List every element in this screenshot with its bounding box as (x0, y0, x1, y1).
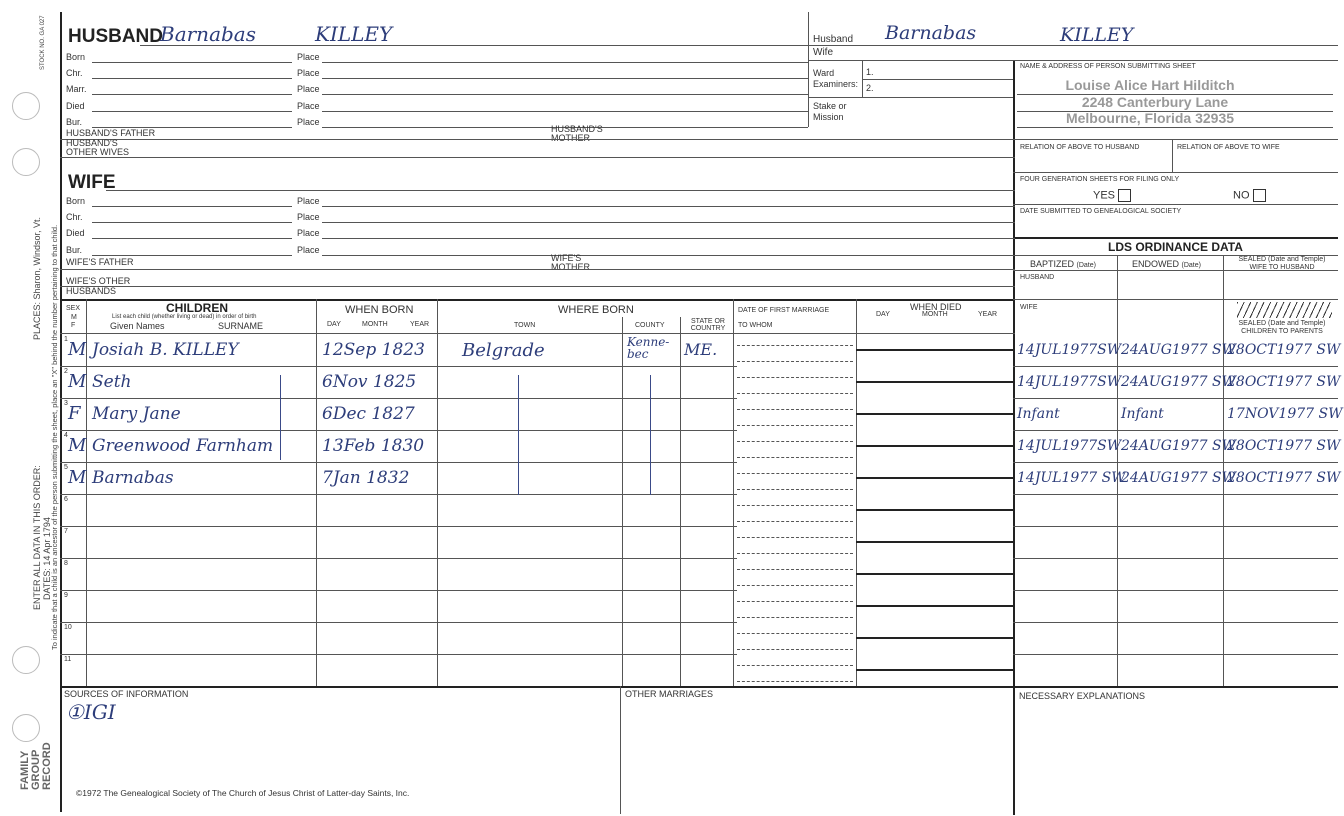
husband-other-wives-line (60, 157, 1015, 158)
wife-0-date-line (92, 206, 292, 207)
child-died-line (856, 605, 1013, 607)
child-lds-row-line (1013, 366, 1338, 367)
child-name[interactable]: Barnabas (92, 468, 174, 488)
wife-3-place-line (322, 255, 1015, 256)
relation-bottom-line (1013, 172, 1338, 173)
child-lds-row-line (1013, 430, 1338, 431)
child-marriage-line (737, 441, 853, 442)
husband-3-place-line (322, 111, 808, 112)
wife-2-place-line (322, 238, 1015, 239)
child-endowed[interactable]: 24AUG1977 SW (1121, 374, 1236, 390)
child-died-line (856, 573, 1013, 575)
lds-subheader-line (1013, 270, 1338, 271)
sources-label: SOURCES OF INFORMATION (64, 689, 189, 699)
child-marriage-line-2 (737, 649, 853, 650)
child-died-line (856, 509, 1013, 511)
wife-0-label: Born (66, 196, 86, 206)
child-name[interactable]: Mary Jane (92, 404, 181, 424)
child-baptized[interactable]: 14JUL1977SW (1017, 438, 1122, 454)
col-to-whom: TO WHOM (738, 322, 773, 329)
child-sex[interactable]: M (68, 467, 87, 488)
lds-baptized-label: BAPTIZED (1030, 259, 1075, 269)
child-lds-row-line (1013, 654, 1338, 655)
child-num: 4 (64, 432, 68, 439)
col-sex-m: M (71, 314, 77, 321)
husband-1-label: Chr. (66, 68, 83, 78)
child-died-line (856, 349, 1013, 351)
ward-exam-line (862, 79, 1013, 80)
husband-3-label: Died (66, 101, 85, 111)
ward-husband-first: Barnabas (885, 22, 977, 44)
child-baptized[interactable]: 14JUL1977SW (1017, 342, 1122, 358)
lds-top-line (1013, 237, 1338, 239)
child-marriage-line-2 (737, 681, 853, 682)
col-born-year: YEAR (410, 321, 430, 328)
child-county[interactable]: Kenne-bec (627, 335, 670, 361)
col-children-label: CHILDREN (166, 301, 228, 315)
child-sealed[interactable]: 28OCT1977 SW (1227, 470, 1341, 486)
husband-0-place-label: Place (297, 52, 320, 62)
relation-top-line (1013, 139, 1338, 140)
wife-other-husbands-label: WIFE'S OTHER HUSBANDS (66, 276, 131, 296)
child-died-line (856, 477, 1013, 479)
child-num: 2 (64, 368, 68, 375)
child-marriage-line (737, 377, 853, 378)
child-row-line (60, 398, 737, 399)
no-option[interactable] (1233, 189, 1266, 202)
husband-right-border (808, 12, 809, 127)
submitter-street: 2248 Canterbury Lane (1081, 94, 1229, 110)
child-num: 7 (64, 528, 68, 535)
lds-baptized (1030, 259, 1096, 269)
child-endowed[interactable]: 24AUG1977 SW (1121, 470, 1236, 486)
child-died-line (856, 669, 1013, 671)
child-lds-row-line (1013, 622, 1338, 623)
child-baptized[interactable]: Infant (1017, 406, 1060, 422)
family-group-record-label: FAMILY GROUP RECORD (19, 742, 53, 790)
child-marriage-line-2 (737, 553, 853, 554)
child-died-line (856, 413, 1013, 415)
husband-mother-label: HUSBAND'S MOTHER (551, 124, 603, 143)
ditto-mark-1 (518, 375, 519, 495)
lds-husband-line (1013, 299, 1338, 300)
child-num: 11 (64, 656, 72, 663)
husband-surname: KILLEY (315, 22, 393, 46)
ward-examiner-1: 1. (866, 67, 874, 77)
wife-mother-label: WIFE'S MOTHER (551, 253, 590, 272)
husband-heading: HUSBAND (68, 26, 163, 47)
ward-examiner-2: 2. (866, 83, 874, 93)
child-num: 3 (64, 400, 68, 407)
husband-1-place-label: Place (297, 68, 320, 78)
child-died-line (856, 445, 1013, 447)
col-line-born (437, 299, 438, 687)
child-lds-row-line (1013, 494, 1338, 495)
date-submitted-label: DATE SUBMITTED TO GENEALOGICAL SOCIETY (1020, 208, 1182, 215)
no-label: NO (1233, 189, 1250, 202)
child-marriage-line (737, 473, 853, 474)
child-sealed[interactable]: 17NOV1977 SW (1227, 406, 1343, 422)
child-marriage-line-2 (737, 457, 853, 458)
col-died-month: MONTH (922, 311, 948, 318)
col-line-name (316, 299, 317, 687)
submitter-line-3 (1017, 127, 1333, 128)
child-sealed[interactable]: 28OCT1977 SW (1227, 374, 1341, 390)
husband-0-label: Born (66, 52, 86, 62)
child-row-line (60, 654, 737, 655)
child-baptized[interactable]: 14JUL1977 SW (1017, 470, 1126, 486)
husband-4-label: Bur. (66, 117, 83, 127)
top-right-line (1013, 60, 1338, 61)
ditto-mark-2 (650, 375, 651, 495)
husband-parents-line (60, 139, 1015, 140)
wife-2-date-line (92, 238, 292, 239)
wife-1-label: Chr. (66, 212, 83, 222)
lds-title: LDS ORDINANCE DATA (1108, 240, 1243, 254)
lds-sealed-wife-label: SEALED (Date and Temple) WIFE TO HUSBAND (1238, 256, 1326, 271)
husband-2-date-line (92, 94, 292, 95)
col-town: TOWN (514, 322, 536, 329)
child-marriage-line (737, 569, 853, 570)
col-state: STATE OR COUNTRY (690, 318, 726, 332)
left-border (60, 12, 62, 812)
child-lds-row-line (1013, 462, 1338, 463)
col-first-marriage: DATE OF FIRST MARRIAGE (738, 307, 830, 314)
col-line-died (856, 299, 857, 687)
child-row-line (60, 494, 737, 495)
child-died-line (856, 637, 1013, 639)
child-num: 8 (64, 560, 68, 567)
yes-label: YES (1093, 189, 1116, 202)
child-row-line (60, 526, 737, 527)
necessary-explanations-label: NECESSARY EXPLANATIONS (1019, 691, 1146, 701)
children-bottom-line (60, 686, 1338, 688)
relation-divider (1172, 139, 1173, 172)
wife-2-label: Died (66, 228, 85, 238)
col-county: COUNTY (635, 322, 665, 329)
submitter-name: Louise Alice Hart Hilditch (1065, 77, 1235, 93)
child-name[interactable]: Seth (92, 372, 132, 392)
wife-0-place-label: Place (297, 196, 320, 206)
ward-wife-line (808, 60, 1013, 61)
child-marriage-line-2 (737, 489, 853, 490)
ward-husband-surname: KILLEY (1060, 24, 1134, 46)
ward-husband-line (808, 45, 1338, 46)
col-children-note: List each child (whether living or dead) in order of birth (112, 314, 257, 320)
lds-baptized-date-note: (Date) (1076, 262, 1096, 269)
child-marriage-line (737, 601, 853, 602)
wife-3-date-line (92, 255, 292, 256)
child-num: 5 (64, 464, 68, 471)
child-lds-row-line (1013, 590, 1338, 591)
col-line-town (622, 317, 623, 687)
date-submitted-top (1013, 204, 1338, 205)
wife-3-label: Bur. (66, 245, 83, 255)
child-marriage-line (737, 345, 853, 346)
wife-parents-line (60, 269, 1015, 270)
child-died-line (856, 381, 1013, 383)
child-born[interactable]: 6Dec 1827 (322, 404, 415, 424)
yes-checkbox[interactable] (1118, 189, 1131, 202)
col-sex-f: F (71, 322, 76, 329)
relation-wife-label: RELATION OF ABOVE TO WIFE (1177, 144, 1280, 151)
child-lds-row-line (1013, 558, 1338, 559)
child-marriage-line (737, 633, 853, 634)
col-where-born: WHERE BORN (558, 304, 634, 316)
child-born[interactable]: 13Feb 1830 (322, 436, 425, 456)
submitter-city: Melbourne, Florida 32935 (1065, 110, 1235, 126)
wife-father-label: WIFE'S FATHER (66, 257, 134, 267)
child-baptized[interactable]: 14JUL1977SW (1017, 374, 1122, 390)
child-town[interactable]: Belgrade (462, 340, 545, 361)
child-sex[interactable]: M (68, 435, 87, 456)
ward-husband-label: Husband (813, 34, 854, 45)
child-marriage-line-2 (737, 521, 853, 522)
col-given-names: Given Names (110, 321, 165, 331)
child-row-line (60, 366, 737, 367)
places-note: PLACES: Sharon, Windsor, Vt. (32, 216, 42, 340)
husband-3-place-label: Place (297, 101, 320, 111)
lds-sealed-children-label: SEALED (Date and Temple) CHILDREN TO PARENTS (1238, 320, 1326, 335)
child-marriage-line (737, 537, 853, 538)
col-when-died: WHEN DIED (910, 302, 962, 312)
child-marriage-line-2 (737, 361, 853, 362)
child-marriage-line-2 (737, 585, 853, 586)
child-endowed[interactable]: 24AUG1977 SW (1121, 438, 1236, 454)
child-marriage-line-2 (737, 425, 853, 426)
child-state[interactable]: ME. (684, 340, 718, 359)
col-sex-label: SEX (66, 305, 81, 312)
child-name[interactable]: Greenwood Farnham (92, 436, 274, 456)
sources-value: ①IGI (66, 700, 116, 724)
child-marriage-line-2 (737, 617, 853, 618)
lds-husband-row-label: HUSBAND (1020, 274, 1055, 281)
child-sex[interactable]: M (68, 371, 87, 392)
husband-4-place-label: Place (297, 117, 320, 127)
child-marriage-line (737, 665, 853, 666)
yes-option[interactable] (1093, 189, 1131, 202)
child-row-line (60, 558, 737, 559)
col-when-born: WHEN BORN (345, 304, 414, 316)
lds-endowed-label: ENDOWED (1132, 259, 1179, 269)
four-gen-label: FOUR GENERATION SHEETS FOR FILING ONLY (1020, 176, 1180, 183)
stake-mission-label: Stake or Mission (813, 101, 847, 122)
ditto-mark-0 (280, 375, 281, 460)
stake-top-line (808, 97, 1013, 98)
child-endowed[interactable]: Infant (1121, 406, 1164, 422)
center-divider (1013, 60, 1015, 815)
submitter-label: NAME & ADDRESS OF PERSON SUBMITTING SHEET (1020, 63, 1196, 70)
stock-number: STOCK NO. GA 027 (40, 15, 46, 70)
child-marriage-line-2 (737, 393, 853, 394)
wife-name-line (106, 190, 1015, 191)
col-died-day: DAY (876, 311, 890, 318)
other-marriages-label: OTHER MARRIAGES (625, 689, 714, 699)
child-sealed[interactable]: 28OCT1977 SW (1227, 438, 1341, 454)
punch-hole-3 (12, 646, 40, 674)
child-row-line (60, 622, 737, 623)
child-num: 9 (64, 592, 68, 599)
husband-3-date-line (92, 111, 292, 112)
copyright-notice: ©1972 The Genealogical Society of The Church of Jesus Christ of Latter-day Saints, Inc. (76, 788, 410, 798)
enter-all-note: ENTER ALL DATA IN THIS ORDER: (32, 465, 42, 610)
husband-father-label: HUSBAND'S FATHER (66, 128, 156, 138)
child-sex[interactable]: M (68, 339, 87, 360)
child-died-line (856, 541, 1013, 543)
ward-examiners-label: Ward Examiners: (813, 68, 859, 89)
child-name[interactable]: Josiah B. KILLEY (92, 340, 239, 360)
child-born[interactable]: 6Nov 1825 (322, 372, 417, 392)
col-line-county (680, 317, 681, 687)
punch-hole-1 (12, 92, 40, 120)
child-lds-row-line (1013, 526, 1338, 527)
child-num: 1 (64, 336, 68, 343)
punch-hole-2 (12, 148, 40, 176)
child-sealed[interactable]: 28OCT1977 SW (1227, 342, 1341, 358)
col-born-month: MONTH (362, 321, 388, 328)
wife-0-place-line (322, 206, 1015, 207)
col-surname: SURNAME (218, 321, 264, 331)
lds-endowed (1132, 259, 1201, 269)
husband-0-date-line (92, 62, 292, 63)
husband-2-place-line (322, 94, 808, 95)
husband-first-name: Barnabas (160, 22, 256, 46)
lds-wife-row-label: WIFE (1020, 304, 1038, 311)
col-line-state (733, 299, 734, 687)
child-num: 10 (64, 624, 72, 631)
child-row-line (60, 590, 737, 591)
child-row-line (60, 430, 737, 431)
footer-divider (620, 686, 621, 814)
relation-husband-label: RELATION OF ABOVE TO HUSBAND (1020, 144, 1140, 151)
lds-hatched-cell (1237, 302, 1332, 318)
no-checkbox[interactable] (1253, 189, 1266, 202)
wife-1-date-line (92, 222, 292, 223)
husband-1-date-line (92, 78, 292, 79)
col-born-day: DAY (327, 321, 341, 328)
husband-0-place-line (322, 62, 808, 63)
wife-2-place-label: Place (297, 228, 320, 238)
ward-wife-label: Wife (813, 47, 833, 58)
wife-heading: WIFE (68, 172, 116, 193)
husband-2-label: Marr. (66, 84, 87, 94)
dates-note: DATES: 14 Apr 1794 (42, 517, 52, 600)
wife-1-place-line (322, 222, 1015, 223)
children-header-bottom (60, 333, 1015, 334)
lds-endowed-date-note: (Date) (1181, 262, 1201, 269)
child-sex[interactable]: F (68, 403, 81, 424)
child-lds-row-line (1013, 398, 1338, 399)
child-marriage-line (737, 409, 853, 410)
child-num: 6 (64, 496, 68, 503)
col-died-year: YEAR (978, 311, 998, 318)
child-born[interactable]: 7Jan 1832 (322, 468, 410, 488)
wife-other-husbands-line (60, 286, 1015, 287)
husband-2-place-label: Place (297, 84, 320, 94)
wife-3-place-label: Place (297, 245, 320, 255)
husband-1-place-line (322, 78, 808, 79)
child-endowed[interactable]: 24AUG1977 SW (1121, 342, 1236, 358)
child-born[interactable]: 12Sep 1823 (322, 340, 425, 360)
child-row-line (60, 462, 737, 463)
wife-1-place-label: Place (297, 212, 320, 222)
husband-other-wives-label: HUSBAND'S OTHER WIVES (66, 138, 130, 157)
child-marriage-line (737, 505, 853, 506)
